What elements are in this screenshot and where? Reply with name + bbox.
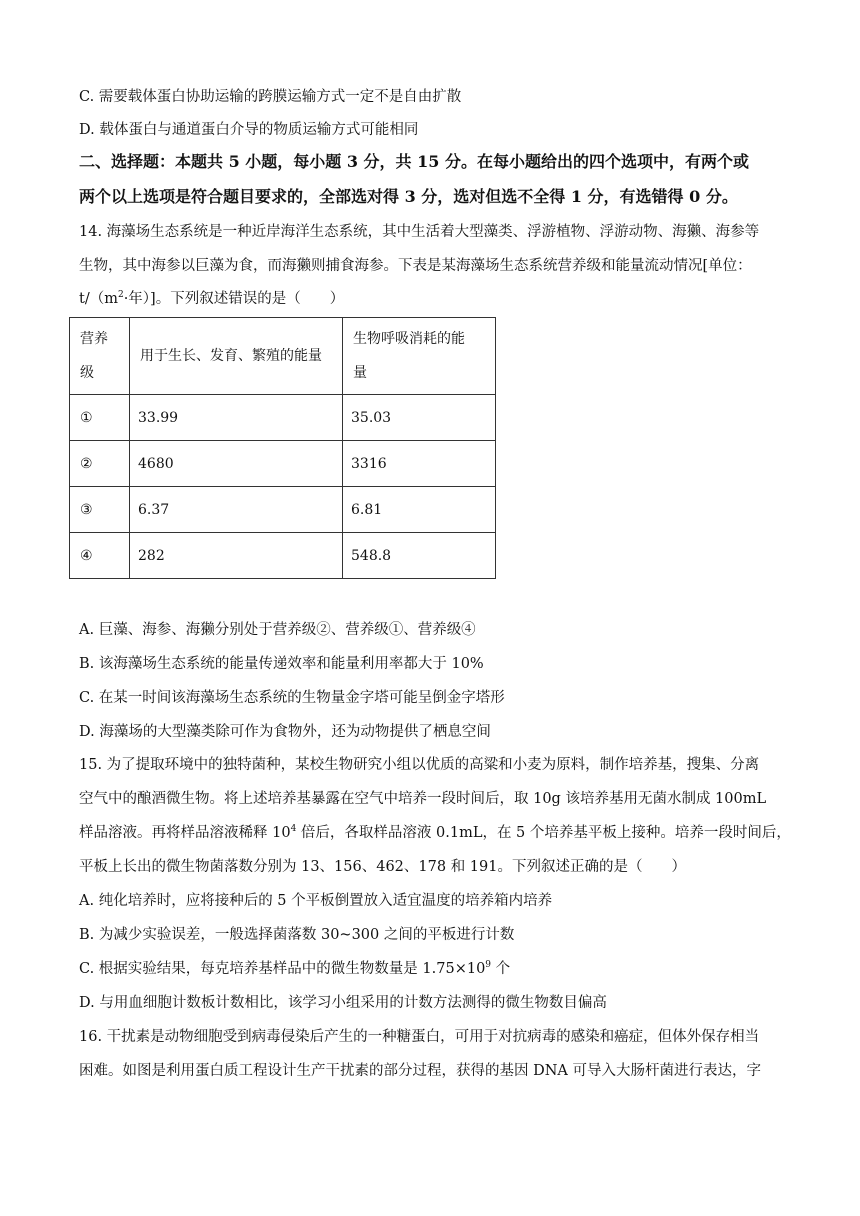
cell-growth: 33.99 — [130, 395, 343, 441]
table-row — [70, 487, 496, 533]
cell-level: ① — [70, 395, 130, 441]
q15-stem-line2: 空气中的酿酒微生物。将上述培养基暴露在空气中培养一段时间后，取 10g 该培养基用无菌水制成 100mL — [79, 791, 767, 807]
cell-level: ② — [70, 441, 130, 487]
section-heading-line1: 二、选择题：本题共 5 小题，每小题 3 分，共 15 分。在每小题给出的四个选项中，有两个或 — [79, 152, 749, 171]
table-row — [70, 441, 496, 487]
q16-stem-line2: 困难。如图是利用蛋白质工程设计生产干扰素的部分过程，获得的基因 DNA 可导入大肠杆菌进行表达，字 — [79, 1063, 761, 1079]
q14-option-c: C. 在某一时间该海藻场生态系统的生物量金字塔可能呈倒金字塔形 — [79, 690, 505, 706]
table-row — [70, 395, 496, 441]
cell-resp: 6.81 — [343, 487, 496, 533]
q15-stem-line3: 样品溶液。再将样品溶液稀释 $10^4$ 倍后，各取样品溶液 0.1mL，在 5 个培养基平板上接种。培养一段时间后， — [79, 824, 791, 841]
q14-stem-line3: $t/(m^2\cdot$年）]。下列叙述错误的是（ ） — [79, 290, 345, 307]
prev-option-d: D. 载体蛋白与通道蛋白介导的物质运输方式可能相同 — [79, 122, 419, 138]
cell-resp: 548.8 — [343, 533, 496, 579]
table-header-row — [70, 318, 496, 395]
q15-option-b: B. 为减少实验误差，一般选择菌落数 30~300 之间的平板进行计数 — [79, 927, 515, 943]
q14-option-b: B. 该海藻场生态系统的能量传递效率和能量利用率都大于 10% — [79, 656, 484, 672]
cell-growth: 6.37 — [130, 487, 343, 533]
q15-stem-line1: 15. 为了提取环境中的独特菌种，某校生物研究小组以优质的高粱和小麦为原料，制作培养基，搜集、分离 — [79, 757, 760, 773]
cell-growth: 282 — [130, 533, 343, 579]
energy-flow-table — [69, 317, 496, 579]
q15-option-d: D. 与用血细胞计数板计数相比，该学习小组采用的计数方法测得的微生物数目偏高 — [79, 995, 607, 1011]
cell-resp: 35.03 — [343, 395, 496, 441]
cell-growth: 4680 — [130, 441, 343, 487]
prev-option-c: C. 需要载体蛋白协助运输的跨膜运输方式一定不是自由扩散 — [79, 89, 462, 105]
cell-level: ③ — [70, 487, 130, 533]
cell-level: ④ — [70, 533, 130, 579]
q14-stem-line1: 14. 海藻场生态系统是一种近岸海洋生态系统，其中生活着大型藻类、浮游植物、浮游动物、海獭、海参等 — [79, 224, 760, 240]
header-trophic-level: 营养 级 — [70, 318, 130, 395]
q15-stem-line4: 平板上长出的微生物菌落数分别为 13、156、462、178 和 191。下列叙述正确的是（ ） — [79, 859, 686, 875]
header-growth-energy: 用于生长、发育、繁殖的能量 — [130, 318, 343, 395]
cell-resp: 3316 — [343, 441, 496, 487]
q14-stem-line2: 生物，其中海参以巨藻为食，而海獭则捕食海参。下表是某海藻场生态系统营养级和能量流动情况[单位： — [79, 258, 752, 274]
q14-option-a: A. 巨藻、海参、海獭分别处于营养级②、营养级①、营养级④ — [79, 622, 476, 638]
q16-stem-line1: 16. 干扰素是动物细胞受到病毒侵染后产生的一种糖蛋白，可用于对抗病毒的感染和癌症，但体外保存相当 — [79, 1029, 760, 1045]
q15-option-a: A. 纯化培养时，应将接种后的 5 个平板倒置放入适宜温度的培养箱内培养 — [79, 893, 553, 909]
table-row — [70, 533, 496, 579]
header-respiration-energy: 生物呼吸消耗的能 量 — [343, 318, 496, 395]
q15-option-c: C. 根据实验结果，每克培养基样品中的微生物数量是 $1.75\times 10^9$ 个 — [79, 960, 511, 977]
section-heading-line2: 两个以上选项是符合题目要求的，全部选对得 3 分，选对但选不全得 1 分，有选错得 0 分。 — [79, 187, 738, 206]
q14-option-d: D. 海藻场的大型藻类除可作为食物外，还为动物提供了栖息空间 — [79, 724, 491, 740]
